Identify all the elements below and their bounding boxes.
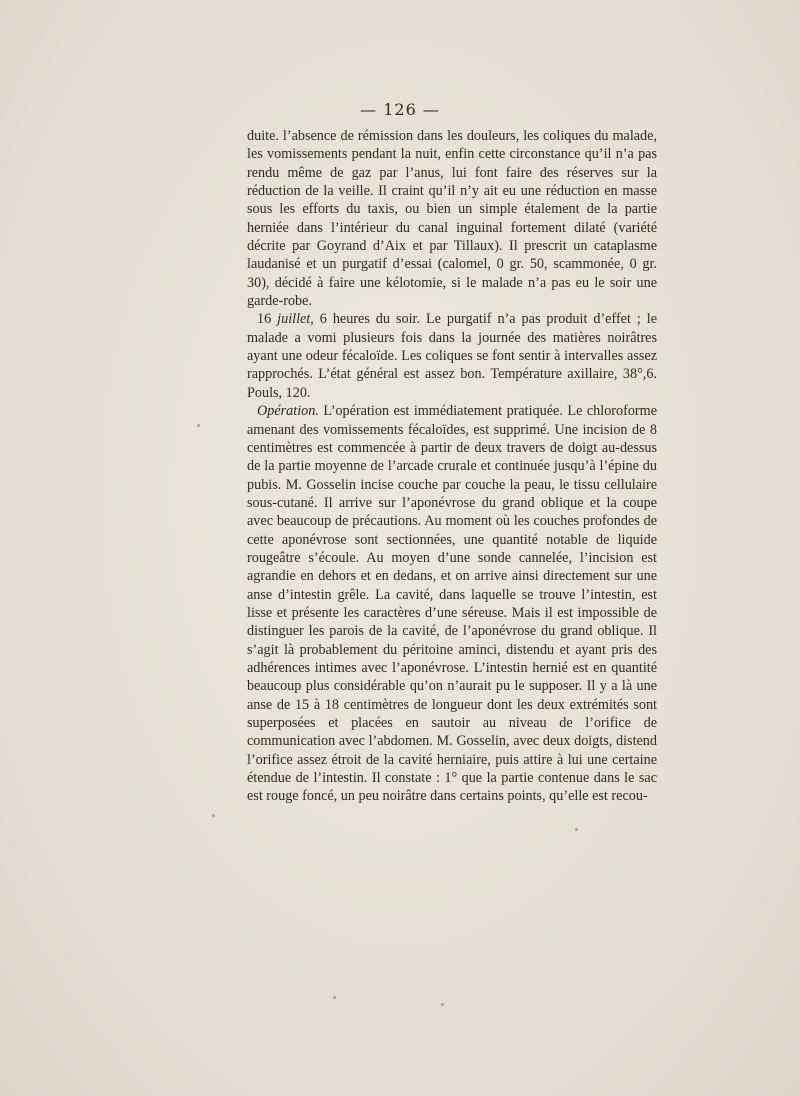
paragraph-3-text: L’opération est immédiatement pratiquée. Le chloroforme amenant des vomissements fécaloïdes, est supprimé. Une incision de 8 centimètres est commencée à partir de deux travers de doigt au-dessus de la partie moyenne de l’arcade crurale et continuée jusqu’à l’épine du pubis. M. Gosselin incise couche par couche la peau, le tissu cellulaire sous-cutané. Il arrive sur l’aponévrose du grand oblique et la coupe avec beaucoup de précautions. Au moment où les couches profondes de cette aponévrose sont sectionnées, une quantité notable de liquide rougeâtre s’écoule. Au moyen d’une sonde cannelée, l’incision est agrandie en dehors et en dedans, et on arrive ainsi directement sur une anse d’intestin grêle. La cavité, dans laquelle se trouve l’intestin, est lisse et présente les caractères d’une séreuse. Mais il est impossible de distinguer les parois de la cavité, de l’aponévrose du grand oblique. Il s’agit là probablement du péritoine aminci, distendu et ayant pris des adhérences intimes avec l’aponévrose. L’intestin hernié est en quantité beaucoup plus considérable qu’on n’aurait pu le supposer. Il y a là une anse de 15 à 18 centimètres de longueur dont les deux extrémités sont superposées et placées en sautoir au niveau de l’orifice de communication avec l’abdomen. M. Gosselin, avec deux doigts, distend l’orifice assez étroit de la cavité herniaire, puis attire à lui une certaine étendue de l’intestin. Il constate : 1° que la partie contenue dans le sac est rouge foncé, un peu noirâtre dans certains points, qu’elle est recou- bbox=[247, 403, 657, 805]
body-text bbox=[247, 127, 657, 806]
paper-speck bbox=[197, 424, 200, 427]
paragraph-2-text: 6 heures du soir. Le purgatif n’a pas produit d’effet ; le malade a vomi plusieurs fois dans la journée des matières noirâtres ayant une odeur fécaloïde. Les coliques se font sentir à intervalles assez rapprochés. L’état général est assez bon. Température axillaire, 38°,6. Pouls, 120. bbox=[247, 311, 658, 401]
paragraph-1-text: duite. l’absence de rémission dans les douleurs, les coliques du malade, les vomissements pendant la nuit, enfin cette circonstance qu’il n’a pas rendu même de gaz par l’anus, lui font faire des réserves sur la réduction de la veille. Il craint qu’il n’y ait eu une réduction en masse sous les efforts du taxis, ou bien un simple étalement de la partie herniée dans l’intérieur du canal inguinal fortement dilaté (variété décrite par Goyrand d’Aix et par Tillaux). Il prescrit un cataplasme laudanisé et un purgatif d’essai (calomel, 0 gr. 50, scammonée, 0 gr. 30), décidé à faire une kélotomie, si le malade n’a pas eu le soir une garde-robe. bbox=[247, 128, 657, 310]
paper-speck bbox=[212, 814, 215, 817]
paper-speck bbox=[441, 1003, 444, 1006]
paragraph-2-lead: 16 bbox=[257, 311, 278, 328]
paragraph-3-lead-italic: Opération. bbox=[257, 403, 319, 420]
paragraph-2 bbox=[247, 310, 657, 402]
paper-speck bbox=[333, 996, 336, 999]
paragraph-2-lead-italic: juillet, bbox=[277, 311, 314, 328]
paragraph-3 bbox=[247, 402, 657, 806]
paper-speck bbox=[575, 828, 578, 831]
page-number: — 126 — bbox=[360, 100, 440, 119]
paragraph-1 bbox=[247, 127, 657, 310]
